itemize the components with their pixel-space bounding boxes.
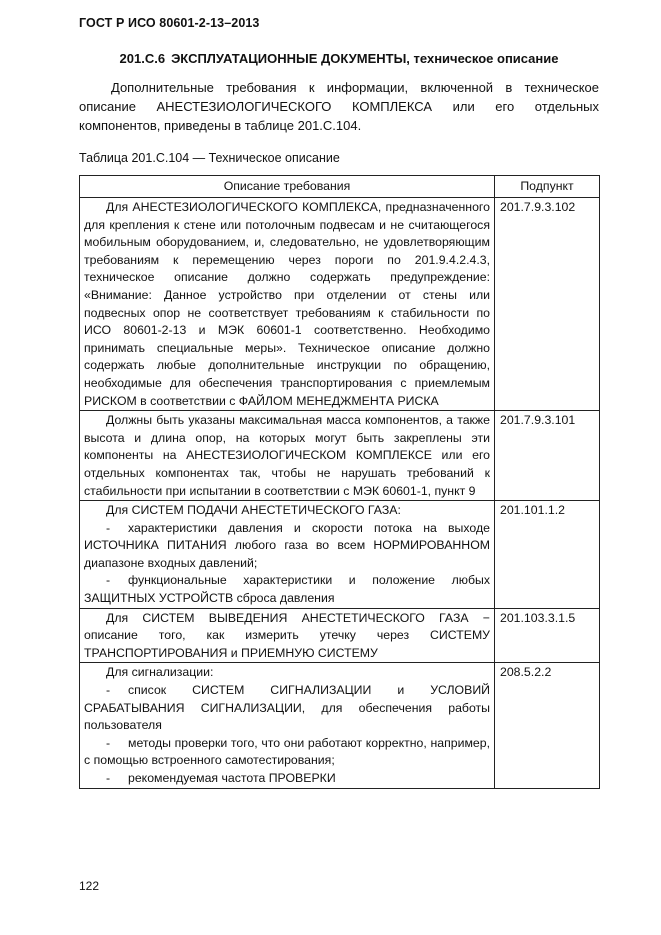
row-subclause: 201.7.9.3.101 [495,411,600,501]
page-number: 122 [79,879,100,893]
section-title-caps: ЭКСПЛУАТАЦИОННЫЕ ДОКУМЕНТЫ, [171,51,410,66]
row-description [80,501,495,609]
table-row [80,663,600,788]
row-text: Должны быть указаны максимальная масса компонентов, а также высота и длина опор, на которых могут быть закреплены эти компоненты на АНЕСТЕЗИОЛОГИЧЕСКОМ КОМПЛЕКСЕ или его отдельных компонентах так, чтобы не нарушать требований к стабильности при испытании в соответствии с МЭК 60601-1, пункт 9 [84,413,490,498]
row-subclause: 201.7.9.3.102 [495,198,600,411]
dash-bullet: - [106,735,111,750]
list-item-text: методы проверки того, что они работают корректно, например, с помощью встроенного самотестирования; [84,735,490,768]
list-item [84,520,490,573]
standard-header: ГОСТ Р ИСО 80601-2-13–2013 [79,16,260,30]
table-row [80,501,600,609]
list-item [84,572,490,607]
row-subclause: 208.5.2.2 [495,663,600,788]
row-description [80,198,495,411]
list-item-text: список СИСТЕМ СИГНАЛИЗАЦИИ и УСЛОВИЙ СРАБАТЫВАНИЯ СИГНАЛИЗАЦИИ, для обеспечения работы пользователя [84,683,490,733]
requirements-table [79,175,600,789]
row-text: Для АНЕСТЕЗИОЛОГИЧЕСКОГО КОМПЛЕКСА, предназначенного для крепления к стене или потолочным подвесам и не считающегося мобильным оборудованием, и, следовательно, не удовлетворяющим требованиям к перемещению через пороги по 201.9.4.2.4.3, техническое описание должно содержать предупреждение: «Внимание: Данное устройство при отделении от стены или подвесных опор не соответствует требованиям к стабильности по ИСО 80601-2-13 и МЭК 60601-1 соответственно. Необходимо принимать специальные меры». Техническое описание должно содержать любые дополнительные инструкции по обращению, необходимые для обеспечения транспортирования с приемлемым РИСКОМ в соответствии с ФАЙЛОМ МЕНЕДЖМЕНТА РИСКА [84,200,490,408]
table-row [80,198,600,411]
dash-bullet: - [106,520,111,535]
table-header-row [80,176,600,198]
table-caption: Таблица 201.С.104 — Техническое описание [79,151,340,165]
list-item-text: функциональные характеристики и положение любых ЗАЩИТНЫХ УСТРОЙСТВ сброса давления [84,573,490,606]
dash-bullet: - [106,683,111,698]
header-subclause: Подпункт [495,176,600,198]
dash-bullet: - [106,573,111,588]
list-item-text: рекомендуемая частота ПРОВЕРКИ [128,771,336,785]
row-description [80,608,495,663]
list-item [84,735,490,770]
row-description [80,663,495,788]
section-number: 201.С.6 [119,51,166,66]
row-lead: Для СИСТЕМ ПОДАЧИ АНЕСТЕТИЧЕСКОГО ГАЗА: [106,503,401,518]
list-item [84,770,490,788]
list-item [84,682,490,735]
table-row [80,411,600,501]
section-title [79,51,599,66]
row-text: Для СИСТЕМ ВЫВЕДЕНИЯ АНЕСТЕТИЧЕСКОГО ГАЗА − описание того, как измерить утечку через СИСТЕМУ ТРАНСПОРТИРОВАНИЯ и ПРИЕМНУЮ СИСТЕМУ [84,610,490,660]
row-subclause: 201.101.1.2 [495,501,600,609]
row-description [80,411,495,501]
section-title-rest: техническое описание [413,51,559,66]
dash-bullet: - [106,771,111,785]
row-lead: Для сигнализации: [106,665,214,680]
table-row [80,608,600,663]
header-description: Описание требования [80,176,495,198]
list-item-text: характеристики давления и скорости потока на выходе ИСТОЧНИКА ПИТАНИЯ любого газа во всем НОРМИРОВАННОМ диапазоне входных давлений; [84,520,490,570]
intro-paragraph: Дополнительные требования к информации, включенной в техническое описание АНЕСТЕЗИОЛОГИЧЕСКОГО КОМПЛЕКСА или его отдельных компонентов, приведены в таблице 201.С.104. [79,80,599,133]
row-subclause: 201.103.3.1.5 [495,608,600,663]
